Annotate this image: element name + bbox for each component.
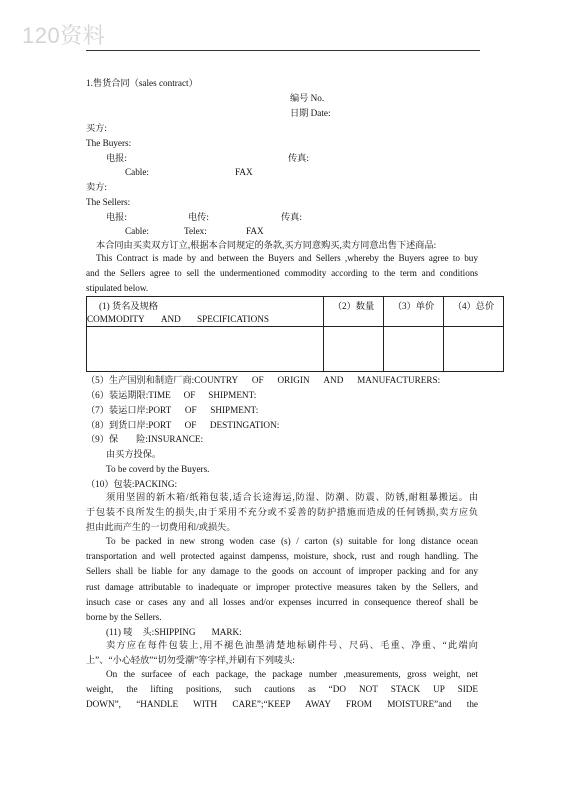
clause-8 xyxy=(86,419,279,431)
commodity-header-cell xyxy=(87,297,324,327)
packing-en-paragraph xyxy=(86,534,478,625)
clause-9 xyxy=(86,433,203,445)
clause-8-en xyxy=(148,419,279,431)
buyer-fax-label: FAX xyxy=(235,167,253,177)
seller-telex-label: Telex: xyxy=(184,226,207,236)
packing-en-line: borne by the Sellers. xyxy=(86,612,162,623)
clause-word: OF xyxy=(183,390,196,400)
clause-word: DESTINGATION: xyxy=(209,420,280,430)
quantity-header: （2）数量 xyxy=(332,301,375,311)
unit-price-cell xyxy=(384,327,444,372)
packing-cn-line: 于包装不良所发生的损失,由于采用不充分或不妥善的防护措施而造成的任何锈损,卖方应负 xyxy=(86,507,478,518)
buyer-cable-label: Cable: xyxy=(125,167,149,177)
seller-cn-label: 卖方: xyxy=(86,182,107,192)
clause-word: TIME xyxy=(148,390,171,400)
shipping-mark-en-paragraph xyxy=(86,667,478,713)
shipping-mark-en: SHIPPING xyxy=(154,627,196,637)
clause-10-en: PACKING: xyxy=(134,479,178,489)
clause-word: AND xyxy=(323,375,344,385)
table-header-row xyxy=(87,297,504,327)
goods-table xyxy=(86,296,504,372)
clause-9-cn: （9）保 xyxy=(86,434,119,444)
total-price-cell xyxy=(444,327,504,372)
packing-cn-paragraph xyxy=(86,490,478,536)
seller-cable-label: Cable: xyxy=(125,226,149,236)
shipping-mark-en2: MARK: xyxy=(211,627,242,637)
total-price-header-cell xyxy=(444,297,504,327)
shipping-mark-heading xyxy=(106,626,242,638)
seller-telex-cn-label: 电传: xyxy=(188,212,209,222)
clause-word: SHIPMENT: xyxy=(210,405,259,415)
clause-word: OF xyxy=(184,420,197,430)
intro-cn: 本合同由买卖双方订立,根据本合同规定的条款,买方同意购买,卖方同意出售下述商品: xyxy=(96,240,437,250)
header-rule xyxy=(86,50,480,51)
intro-en xyxy=(86,251,478,297)
clause-word: MANUFACTURERS: xyxy=(357,375,441,385)
clause-6-en xyxy=(148,389,256,401)
shipping-mark-cn2: 头: xyxy=(142,627,155,637)
intro-en-line: and the Sellers agree to sell the undermentioned commodity according to the term and conditions xyxy=(86,268,478,279)
clause-6 xyxy=(86,389,256,401)
unit-price-header-cell xyxy=(384,297,444,327)
buyer-fax-cn-label: 传真: xyxy=(288,153,309,163)
clause-7 xyxy=(86,404,258,416)
total-price-header: （4）总价 xyxy=(452,301,495,311)
section-title: 1.售货合同（sales contract） xyxy=(86,78,198,88)
intro-en-line: This Contract is made by and between the Buyers and Sellers ,whereby the Buyers agree to buy xyxy=(96,253,478,263)
clause-word: SHIPMENT: xyxy=(208,390,257,400)
clause-word: PORT xyxy=(148,405,172,415)
seller-fax-label: FAX xyxy=(246,226,264,236)
clause-word: OF xyxy=(251,375,264,385)
table-body-row xyxy=(87,327,504,372)
commodity-header-word: COMMODITY xyxy=(87,314,145,324)
packing-en-line: rust damage attributable to inadequate or improper protective measures taken by the Sellers, and xyxy=(86,581,478,592)
insurance-detail-cn: 由买方投保。 xyxy=(106,449,162,459)
shipping-mark-cn-paragraph xyxy=(86,638,478,668)
packing-en-line: Sellers shall be liable for any damage to the goods on account of improper packing and for any xyxy=(86,566,478,577)
clause-word: COUNTRY xyxy=(194,375,239,385)
packing-en-line: To be packed in new strong woden case (s) / carton (s) suitable for long distance ocean xyxy=(106,536,478,546)
contract-date-label: 日期 Date: xyxy=(290,108,331,118)
clause-10-cn: （10）包装: xyxy=(86,479,135,489)
clause-9-en: INSURANCE: xyxy=(147,434,204,444)
packing-cn-line: 须用坚固的新木箱/纸箱包装,适合长途海运,防湿、防潮、防震、防锈,耐粗暴搬运。由 xyxy=(106,492,478,502)
commodity-header-en xyxy=(87,313,269,326)
packing-cn-line: 担由此而产生的一切费用和/或损失。 xyxy=(86,522,236,533)
insurance-detail-en: To be coverd by the Buyers. xyxy=(106,464,210,474)
clause-5 xyxy=(86,374,440,386)
shipping-mark-en-line: weight, the lifting positions, such cautions as “DO NOT STACK UP SIDE xyxy=(86,684,478,695)
commodity-header-word: AND xyxy=(160,314,181,324)
shipping-mark-en-line: On the surfacee of each package, the package number ,measurements, gross weight, net xyxy=(106,669,478,679)
packing-en-line: transportation and well protected against dampenss, moisture, shock, rust and rough handling. The xyxy=(86,551,478,562)
clause-9-cn2: 险: xyxy=(136,434,148,444)
seller-fax-cn-label: 传真: xyxy=(281,212,302,222)
clause-7-cn: （7）装运口岸: xyxy=(86,405,149,415)
contract-number-label: 编号 No. xyxy=(290,93,325,103)
quantity-cell xyxy=(324,327,384,372)
clause-word: PORT xyxy=(148,420,172,430)
buyer-cn-label: 买方: xyxy=(86,123,107,133)
shipping-mark-cn-line: 卖方应在每件包装上,用不褪色油墨清楚地标刷件号、尺码、毛重、净重、“此端向 xyxy=(106,640,478,650)
packing-en-line: insuch case or cases any and all losses and/or expenses incurred in consequence thereof shall be xyxy=(86,596,478,607)
shipping-mark-en-line: DOWN”, “HANDLE WITH CARE”;“KEEP AWAY FROM MOISTURE”and the xyxy=(86,699,478,710)
watermark: 120资料 xyxy=(22,23,106,48)
clause-7-en xyxy=(148,404,258,416)
commodity-header-word: SPECIFICATIONS xyxy=(197,314,269,324)
clause-word: OF xyxy=(184,405,197,415)
clause-word: ORIGIN xyxy=(277,375,310,385)
clause-6-cn: （6）装运期限: xyxy=(86,390,149,400)
unit-price-header: （3）单价 xyxy=(392,301,435,311)
commodity-cell xyxy=(87,327,324,372)
seller-tel-label: 电报: xyxy=(106,212,127,222)
clause-10 xyxy=(86,478,177,490)
seller-en-label: The Sellers: xyxy=(86,197,131,207)
commodity-header-cn: (1) 货名及规格 xyxy=(99,301,158,311)
quantity-header-cell xyxy=(324,297,384,327)
buyer-tel-label: 电报: xyxy=(106,153,127,163)
clause-5-cn: （5）生产国别和制造厂商: xyxy=(86,375,195,385)
clause-5-en xyxy=(194,374,440,386)
buyer-en-label: The Buyers: xyxy=(86,138,132,148)
shipping-mark-cn-line: 上”、“小心轻放”“切勿受潮”等字样,并刷有下列唛头: xyxy=(86,655,295,666)
clause-8-cn: （8）到货口岸: xyxy=(86,420,149,430)
intro-en-line: stipulated below. xyxy=(86,283,149,294)
shipping-mark-cn: (11) 唛 xyxy=(106,627,133,637)
